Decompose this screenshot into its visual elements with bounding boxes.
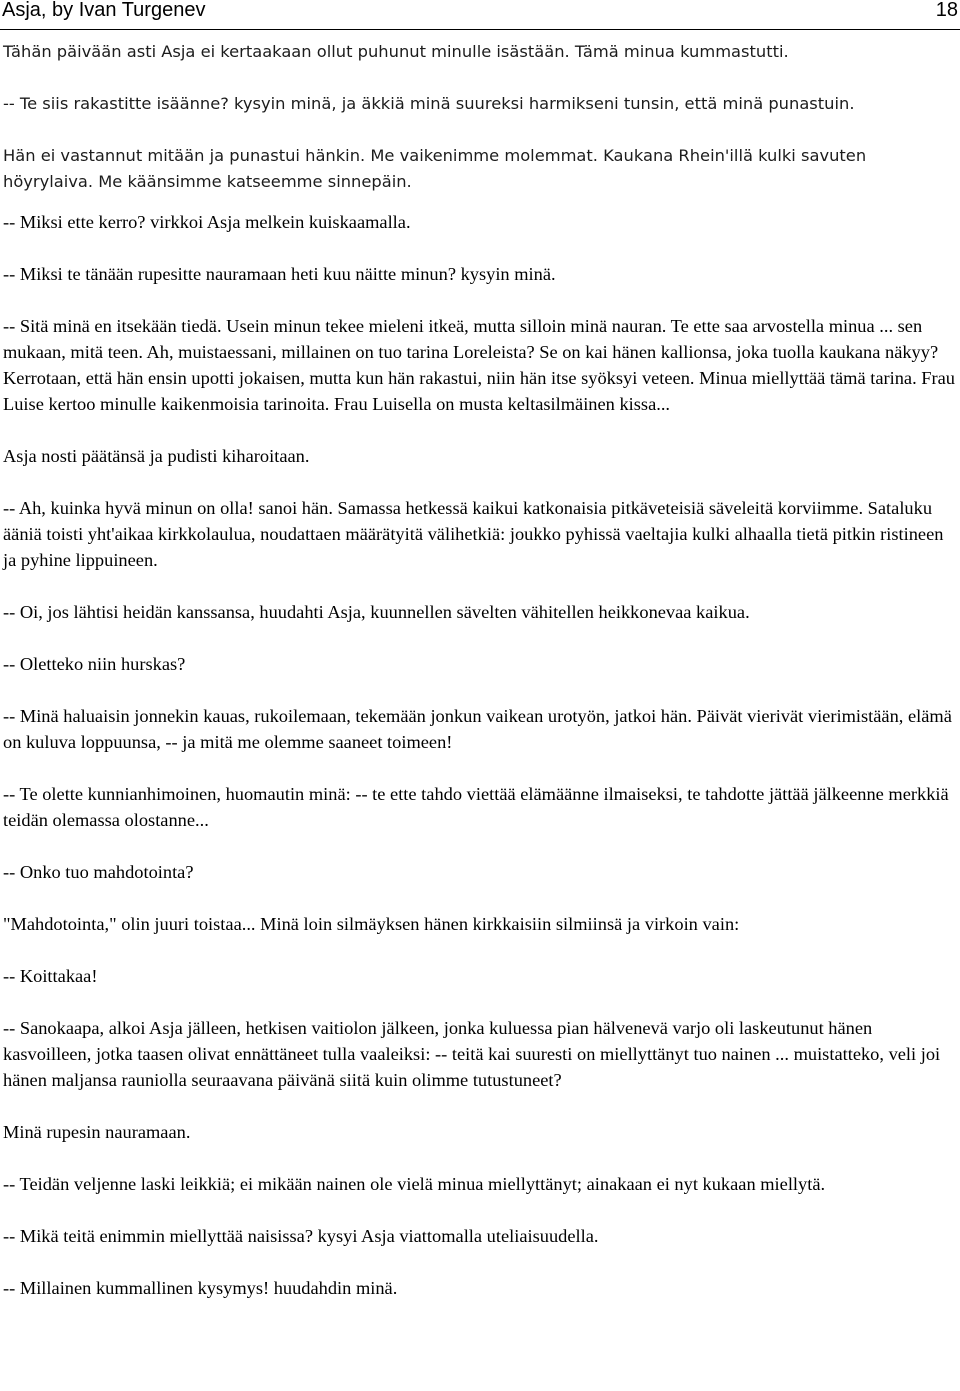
paragraph: -- Te olette kunnianhimoinen, huomautin minä: -- te ette tahdo viettää elämäänne ilmaiseksi, te tahdotte jättää jälkeenne merkkiä teidän olemassa olostanne... — [3, 784, 949, 830]
paragraph: -- Ah, kuinka hyvä minun on olla! sanoi hän. Samassa hetkessä kaikui katkonaisia pitkäveteisiä säveleitä korviimme. Sataluku ääniä toisti yht'aikaa kirkkolaulua, noudattaen määrätyitä välihetkiä: joukko pyhissä vaeltajia kulki alhaalla tietä pitkin ristineen ja pyhine lippuineen. — [3, 498, 944, 570]
paragraph: -- Oletteko niin hurskas? — [3, 654, 186, 674]
paragraph: -- Koittakaa! — [3, 966, 98, 986]
paragraph: -- Miksi te tänään rupesitte nauramaan heti kuu näitte minun? kysyin minä. — [3, 264, 556, 284]
paragraph: Asja nosti päätänsä ja pudisti kiharoitaan. — [3, 446, 310, 466]
paragraph: -- Minä haluaisin jonnekin kauas, rukoilemaan, tekemään jonkun vaikean urotyön, jatkoi hän. Päivät vierivät vierimistään, elämä on kuluva loppuunsa, -- ja mitä me olemme saaneet toimeen! — [3, 706, 952, 752]
paragraph: Minä rupesin nauramaan. — [3, 1122, 191, 1142]
page-header — [0, 0, 960, 30]
paragraph: -- Sanokaapa, alkoi Asja jälleen, hetkisen vaitiolon jälkeen, jonka kuluessa pian hälvenevä varjo oli laskeutunut hänen kasvoilleen, jotka taasen olivat ennättäneet tulla vaaleiksi: -- teitä kai suuresti on miellyttänyt tuo nainen ... muistatteko, veli joi hänen maljansa rauniolla seuraavana päivänä siitä kuin olimme tutustuneet? — [3, 1018, 941, 1090]
paragraph: -- Oi, jos lähtisi heidän kanssansa, huudahti Asja, kuunnellen sävelten vähitellen heikkonevaa kaikua. — [3, 602, 750, 622]
paragraph: "Mahdotointa," olin juuri toistaa... Minä loin silmäyksen hänen kirkkaisiin silmiinsä ja virkoin vain: — [3, 914, 740, 934]
paragraph: -- Mikä teitä enimmin miellyttää naisissa? kysyi Asja viattomalla uteliaisuudella. — [3, 1226, 599, 1246]
paragraph: -- Teidän veljenne laski leikkiä; ei mikään nainen ole vielä minua miellyttänyt; ainakaan ei nyt kukaan miellytä. — [3, 1174, 826, 1194]
paragraph: -- Miksi ette kerro? virkkoi Asja melkein kuiskaamalla. — [3, 212, 411, 232]
book-title: Asja, by Ivan Turgenev — [2, 0, 206, 21]
book-text — [3, 39, 957, 1327]
paragraph: -- Millainen kummallinen kysymys! huudahdin minä. — [3, 1278, 398, 1298]
paragraph: Tähän päivään asti Asja ei kertaakaan ollut puhunut minulle isästään. Tämä minua kummastutti. — [3, 42, 789, 61]
paragraph: Hän ei vastannut mitään ja punastui hänkin. Me vaikenimme molemmat. Kaukana Rhein'illä kulki savuten höyrylaiva. Me käänsimme katseemme sinnepäin. — [3, 146, 867, 191]
paragraph: -- Te siis rakastitte isäänne? kysyin minä, ja äkkiä minä suureksi harmikseni tunsin, että minä punastuin. — [3, 94, 855, 113]
page-number: 18 — [935, 0, 958, 21]
paragraph: -- Onko tuo mahdotointa? — [3, 862, 194, 882]
paragraph: -- Sitä minä en itsekään tiedä. Usein minun tekee mieleni itkeä, mutta silloin minä nauran. Te ette saa arvostella minua ... sen mukaan, mitä teen. Ah, muistaessani, millainen on tuo tarina Loreleista? Se on kai hänen kallionsa, joka tuolla kaukana näkyy? Kerrotaan, että hän ensin upotti jokaisen, mutta kun hän rakastui, niin hän itse syöksyi veteen. Minua miellyttää tämä tarina. Frau Luise kertoo minulle kaikenmoisia tarinoita. Frau Luisella on musta keltasilmäinen kissa... — [3, 316, 955, 414]
